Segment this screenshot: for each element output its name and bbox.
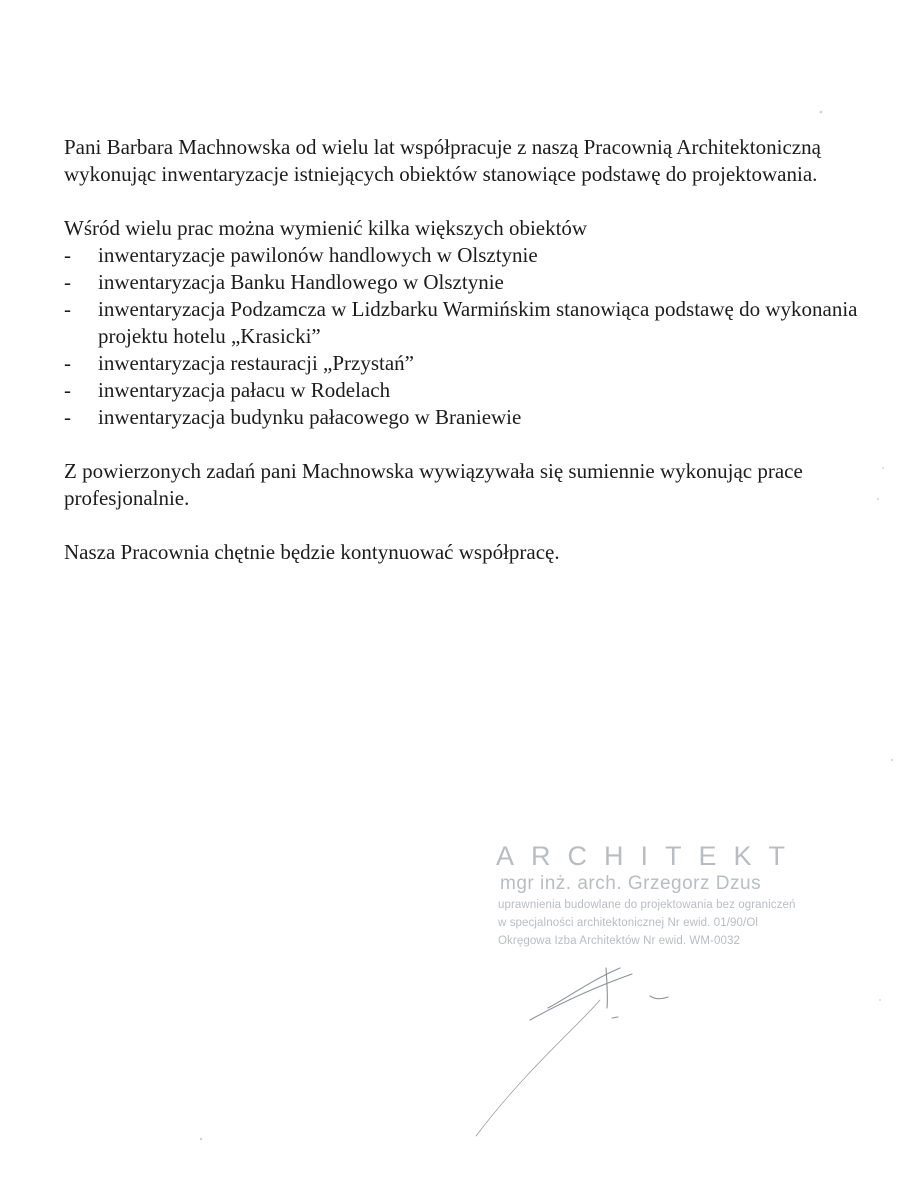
closing-paragraph: Nasza Pracownia chętnie będzie kontynuować współpracę. (64, 540, 560, 564)
list-intro: Wśród wielu prac można wymienić kilka większych obiektów (64, 216, 588, 240)
list-item (64, 404, 884, 431)
projects-list (64, 242, 884, 431)
dash-bullet: - (64, 297, 71, 321)
dash-bullet: - (64, 351, 71, 375)
dash-bullet: - (64, 270, 71, 294)
list-item-text: inwentaryzacja pałacu w Rodelach (98, 378, 391, 402)
intro-paragraph: Pani Barbara Machnowska od wielu lat współpracuje z naszą Pracownią Architektoniczną wykonując inwentaryzacje istniejących obiektów stanowiące podstawę do projektowania. (64, 135, 821, 186)
list-item (64, 296, 884, 350)
letter-body (64, 134, 884, 566)
assessment-paragraph: Z powierzonych zadań pani Machnowska wywiązywała się sumiennie wykonując prace profesjonalnie. (64, 459, 803, 510)
architect-stamp (488, 840, 818, 950)
signature-icon (470, 960, 710, 1140)
dash-bullet: - (64, 378, 71, 402)
list-item (64, 242, 884, 269)
list-item-text: inwentaryzacja restauracji „Przystań” (98, 351, 414, 375)
list-item-text: inwentaryzacja budynku pałacowego w Braniewie (98, 405, 522, 429)
list-item (64, 269, 884, 296)
stamp-specialty-line: w specjalności architektonicznej Nr ewid. 01/90/Ol (498, 917, 759, 929)
dash-bullet: - (64, 243, 71, 267)
stamp-license-line: uprawnienia budowlane do projektowania bez ograniczeń (498, 899, 796, 911)
dash-bullet: - (64, 405, 71, 429)
list-item-text: inwentaryzacje pawilonów handlowych w Olsztynie (98, 243, 538, 267)
stamp-chamber-line: Okręgowa Izba Architektów Nr ewid. WM-0032 (498, 935, 740, 947)
list-item (64, 377, 884, 404)
list-item-text: inwentaryzacja Banku Handlowego w Olsztynie (98, 270, 504, 294)
list-item-text: inwentaryzacja Podzamcza w Lidzbarku Warmińskim stanowiąca podstawę do wykonania projektu hotelu „Krasicki” (98, 297, 858, 348)
stamp-name: mgr inż. arch. Grzegorz Dzus (500, 873, 762, 894)
list-item (64, 350, 884, 377)
stamp-title: ARCHITEKT (496, 841, 803, 871)
